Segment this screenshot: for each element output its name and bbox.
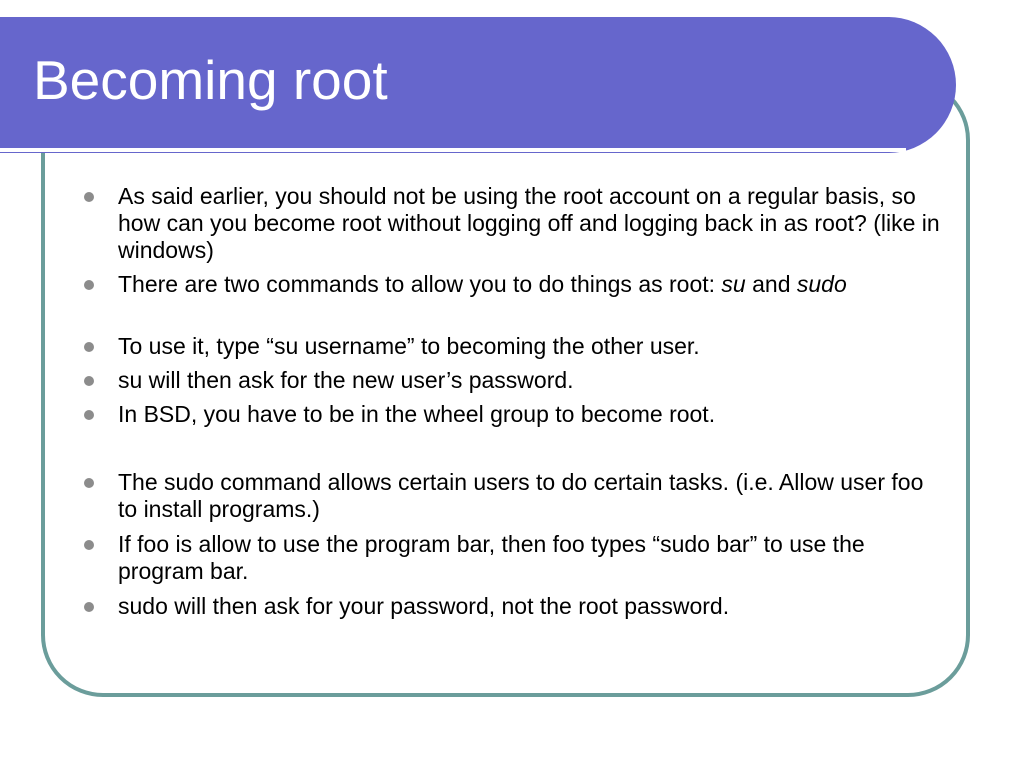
bullet-text: su will then ask for the new user’s password. [118,367,574,393]
bullet-text [118,271,847,297]
bullet-dot-icon [84,376,94,386]
bullet-item [118,333,948,360]
bullet-text-conjunction: and [745,271,797,297]
bullet-dot-icon [84,192,94,202]
bullet-dot-icon [84,342,94,352]
slide-title: Becoming root [33,49,388,111]
bullet-text: sudo will then ask for your password, not the root password. [118,593,730,619]
bullet-item [118,469,948,523]
command-sudo: sudo [796,271,847,297]
command-su: su [721,271,746,297]
bullet-item [118,401,948,428]
bullet-text: In BSD, you have to be in the wheel group to become root. [118,401,716,427]
bullet-item [118,531,948,585]
bullet-dot-icon [84,410,94,420]
bullet-text: As said earlier, you should not be using the root account on a regular basis, so how can you become root without logging off and logging back in as root? (like in windows) [118,183,940,263]
bullet-dot-icon [84,602,94,612]
bullet-text: If foo is allow to use the program bar, then foo types “sudo bar” to use the program bar. [118,531,865,584]
bullet-item [118,183,948,264]
bullet-text: To use it, type “su username” to becoming the other user. [118,333,700,359]
bullet-dot-icon [84,478,94,488]
bullet-item [118,593,948,620]
bullet-item [118,367,948,394]
bullet-text: The sudo command allows certain users to do certain tasks. (i.e. Allow user foo to install programs.) [118,469,924,522]
bullet-text-lead: There are two commands to allow you to do things as root: [118,271,722,297]
bullet-dot-icon [84,540,94,550]
bullet-item [118,271,948,298]
bullet-dot-icon [84,280,94,290]
